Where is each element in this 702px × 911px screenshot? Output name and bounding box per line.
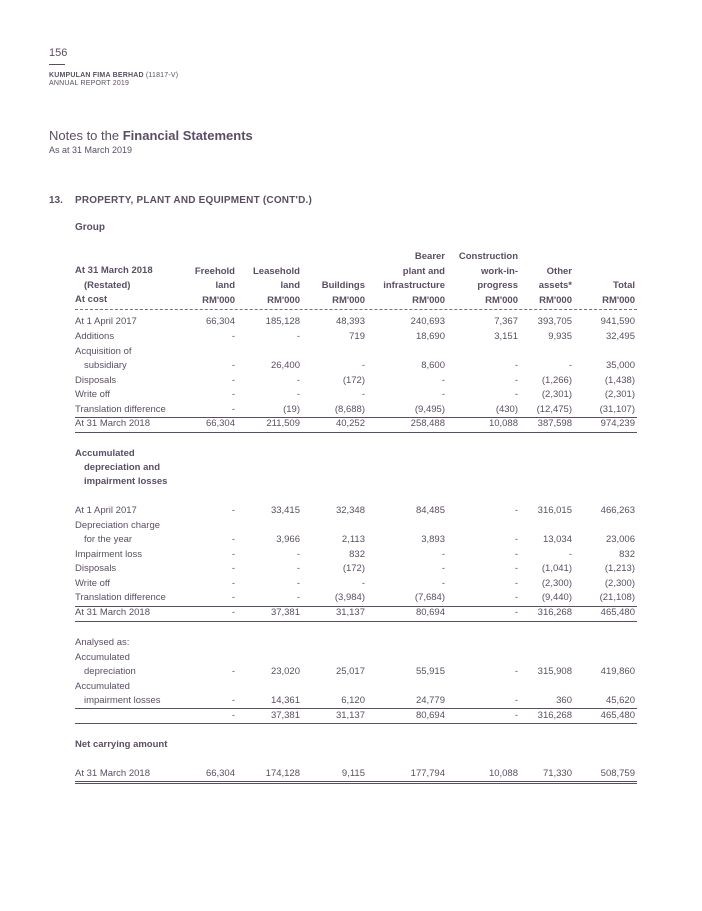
cell-value: 419,860 xyxy=(600,666,635,677)
table-row xyxy=(0,562,702,577)
report-name: ANNUAL REPORT 2019 xyxy=(49,80,130,87)
company-name xyxy=(49,72,178,79)
cell-value: 466,263 xyxy=(600,505,635,516)
cell-value: 393,705 xyxy=(537,316,572,327)
column-header-line: Other xyxy=(546,265,572,277)
column-header-line: land xyxy=(215,280,235,291)
cell-value: (1,438) xyxy=(604,375,635,386)
cell-value: - xyxy=(514,360,518,371)
page-number-rule xyxy=(49,64,65,65)
cell-value: - xyxy=(514,534,518,545)
cell-value: - xyxy=(231,549,235,560)
row-label: At 31 March 2018 xyxy=(75,768,150,779)
cell-value: 465,480 xyxy=(600,607,635,618)
column-header xyxy=(520,250,572,308)
cell-value: 177,794 xyxy=(410,768,445,779)
table-row xyxy=(0,461,702,476)
cell-value: 832 xyxy=(619,549,635,560)
table-row xyxy=(0,504,702,519)
cell-value: 941,590 xyxy=(600,316,635,327)
cell-value: - xyxy=(514,710,518,721)
cell-value: 3,966 xyxy=(276,534,300,545)
cell-value: - xyxy=(231,331,235,342)
cell-value: 316,268 xyxy=(537,710,572,721)
cell-value: - xyxy=(296,389,300,400)
row-label: Depreciation charge xyxy=(75,520,161,531)
group-heading: Group xyxy=(75,222,105,233)
row-label: Analysed as: xyxy=(75,637,130,648)
section-number: 13. xyxy=(49,195,63,206)
cell-value: 32,348 xyxy=(335,505,365,516)
column-header-line: RM'000 xyxy=(332,294,365,306)
cell-value: 66,304 xyxy=(205,768,235,779)
column-header-line xyxy=(305,250,365,265)
header-rule xyxy=(75,309,637,310)
column-header-line: RM'000 xyxy=(267,294,300,306)
cell-value: - xyxy=(231,592,235,603)
cell-value: - xyxy=(231,695,235,706)
cell-value: 3,893 xyxy=(421,534,445,545)
cell-value: - xyxy=(514,695,518,706)
table-row xyxy=(0,475,702,490)
row-label: for the year xyxy=(84,534,133,545)
table-row xyxy=(0,606,702,621)
column-header-line: RM'000 xyxy=(412,294,445,306)
cell-value: (172) xyxy=(342,375,365,386)
table-row xyxy=(0,636,702,651)
label-header-line: (Restated) xyxy=(84,279,131,291)
company-registration: (11817-V) xyxy=(145,72,179,79)
cell-value: 24,779 xyxy=(415,695,445,706)
cell-value: 45,620 xyxy=(605,695,635,706)
table-row xyxy=(0,694,702,709)
column-header-line: Total xyxy=(613,280,635,291)
column-header xyxy=(577,250,635,308)
cell-value: (172) xyxy=(342,563,365,574)
cell-value: - xyxy=(441,389,445,400)
cell-value: - xyxy=(231,375,235,386)
cell-value: 832 xyxy=(349,549,365,560)
notes-title-prefix: Notes to the xyxy=(49,128,120,143)
row-label: impairment losses xyxy=(84,695,161,706)
row-label: Impairment loss xyxy=(75,549,143,560)
column-header xyxy=(375,250,445,308)
row-label: Acquisition of xyxy=(75,346,132,357)
cell-value: 23,020 xyxy=(270,666,300,677)
cell-value: - xyxy=(514,549,518,560)
cell-value: - xyxy=(514,375,518,386)
cell-value: - xyxy=(441,375,445,386)
cell-value: 66,304 xyxy=(205,316,235,327)
table-row xyxy=(0,680,702,695)
cell-value: 9,935 xyxy=(548,331,572,342)
cell-value: 974,239 xyxy=(600,418,635,429)
cell-value: - xyxy=(514,563,518,574)
cell-value: 18,690 xyxy=(415,331,445,342)
table-row xyxy=(0,403,702,418)
cell-value: 33,415 xyxy=(270,505,300,516)
row-label: At 1 April 2017 xyxy=(75,505,137,516)
table-row xyxy=(0,519,702,534)
cell-value: 174,128 xyxy=(265,768,300,779)
column-header-line: Construction xyxy=(458,251,518,262)
cell-value: 316,015 xyxy=(537,505,572,516)
column-header-line: Bearer xyxy=(414,251,445,262)
cell-value: - xyxy=(514,505,518,516)
cell-value: 26,400 xyxy=(270,360,300,371)
cell-value: (31,107) xyxy=(599,404,635,415)
table-row xyxy=(0,447,702,462)
table-rule xyxy=(75,432,637,433)
cell-value: - xyxy=(514,389,518,400)
cell-value: - xyxy=(231,710,235,721)
column-header-line xyxy=(175,250,235,265)
cell-value: 3,151 xyxy=(494,331,518,342)
cell-value: 10,088 xyxy=(488,418,518,429)
table-row xyxy=(0,709,702,724)
table-rule xyxy=(75,417,637,418)
cell-value: 258,488 xyxy=(410,418,445,429)
column-header-line xyxy=(520,250,572,265)
table-row xyxy=(0,345,702,360)
table-rule xyxy=(75,723,637,724)
cell-value: - xyxy=(296,578,300,589)
cell-value: (8,688) xyxy=(334,404,365,415)
cell-value: 508,759 xyxy=(600,768,635,779)
cell-value: (430) xyxy=(495,404,518,415)
cell-value: 31,137 xyxy=(335,607,365,618)
cell-value: (2,300) xyxy=(541,578,572,589)
cell-value: 360 xyxy=(556,695,572,706)
column-header-line xyxy=(305,265,365,280)
column-header-line: Freehold xyxy=(194,265,235,277)
cell-value: - xyxy=(231,404,235,415)
cell-value: 13,034 xyxy=(542,534,572,545)
table-row xyxy=(0,591,702,606)
table-row xyxy=(0,330,702,345)
row-label: Write off xyxy=(75,578,111,589)
column-header xyxy=(450,250,518,308)
table-row xyxy=(0,388,702,403)
cell-value: 6,120 xyxy=(341,695,365,706)
table-row xyxy=(0,738,702,753)
cell-value: - xyxy=(296,549,300,560)
cell-value: (2,300) xyxy=(604,578,635,589)
table-row xyxy=(0,374,702,389)
column-header-line: infrastructure xyxy=(383,280,445,291)
cell-value: (21,108) xyxy=(599,592,635,603)
column-header-line: progress xyxy=(477,280,518,291)
cell-value: (3,984) xyxy=(334,592,365,603)
table-row xyxy=(0,359,702,374)
section-title: PROPERTY, PLANT AND EQUIPMENT (CONT'D.) xyxy=(75,195,313,206)
cell-value: - xyxy=(296,592,300,603)
column-header-line xyxy=(240,250,300,265)
column-header xyxy=(240,250,300,308)
cell-value: (9,495) xyxy=(414,404,445,415)
column-header-line: RM'000 xyxy=(602,294,635,306)
column-header xyxy=(305,250,365,308)
table-row xyxy=(0,417,702,432)
row-label: Translation difference xyxy=(75,592,166,603)
row-label: depreciation and xyxy=(84,462,161,473)
cell-value: 240,693 xyxy=(410,316,445,327)
cell-value: 40,252 xyxy=(335,418,365,429)
column-header-line xyxy=(577,265,635,280)
cell-value: - xyxy=(296,563,300,574)
column-header-line: work-in- xyxy=(481,265,518,277)
cell-value: (19) xyxy=(283,404,300,415)
cell-value: - xyxy=(231,607,235,618)
column-header-line: plant and xyxy=(402,265,445,277)
cell-value: - xyxy=(361,578,365,589)
cell-value: - xyxy=(296,331,300,342)
table-row xyxy=(0,315,702,330)
row-label: impairment losses xyxy=(84,476,168,487)
cell-value: - xyxy=(231,563,235,574)
cell-value: - xyxy=(231,666,235,677)
cell-value: - xyxy=(514,578,518,589)
row-label: Net carrying amount xyxy=(75,739,168,750)
cell-value: 9,115 xyxy=(341,768,365,779)
cell-value: 719 xyxy=(349,331,365,342)
company-name-text: KUMPULAN FIMA BERHAD xyxy=(49,72,144,79)
cell-value: 7,367 xyxy=(494,316,518,327)
cell-value: 37,381 xyxy=(270,607,300,618)
cell-value: - xyxy=(361,389,365,400)
cell-value: - xyxy=(296,375,300,386)
cell-value: - xyxy=(231,389,235,400)
cell-value: - xyxy=(514,592,518,603)
cell-value: (7,684) xyxy=(414,592,445,603)
cell-value: 32,495 xyxy=(605,331,635,342)
cell-value: - xyxy=(514,607,518,618)
row-label: Accumulated xyxy=(75,681,130,692)
row-label: Accumulated xyxy=(75,652,130,663)
table-row xyxy=(0,533,702,548)
cell-value: 185,128 xyxy=(265,316,300,327)
cell-value: - xyxy=(231,505,235,516)
cell-value: (9,440) xyxy=(541,592,572,603)
cell-value: 55,915 xyxy=(415,666,445,677)
row-label: Disposals xyxy=(75,375,117,386)
cell-value: - xyxy=(231,578,235,589)
cell-value: 14,361 xyxy=(270,695,300,706)
cell-value: - xyxy=(441,549,445,560)
table-row xyxy=(0,548,702,563)
table-rule xyxy=(75,621,637,622)
column-header-line: assets* xyxy=(538,280,572,291)
cell-value: (12,475) xyxy=(536,404,572,415)
row-label: Disposals xyxy=(75,563,117,574)
cell-value: (1,041) xyxy=(541,563,572,574)
column-header-line: RM'000 xyxy=(202,294,235,306)
row-label: Additions xyxy=(75,331,115,342)
table-rule xyxy=(75,781,637,784)
page-number: 156 xyxy=(49,47,68,59)
cell-value: 316,268 xyxy=(537,607,572,618)
row-label: Translation difference xyxy=(75,404,166,415)
cell-value: - xyxy=(441,563,445,574)
cell-value: 35,000 xyxy=(605,360,635,371)
cell-value: (2,301) xyxy=(541,389,572,400)
cell-value: 71,330 xyxy=(542,768,572,779)
label-header-line: At cost xyxy=(75,294,108,305)
cell-value: (1,213) xyxy=(604,563,635,574)
column-header xyxy=(175,250,235,308)
cell-value: - xyxy=(568,549,572,560)
cell-value: 23,006 xyxy=(605,534,635,545)
cell-value: - xyxy=(361,360,365,371)
cell-value: 84,485 xyxy=(415,505,445,516)
row-label: At 1 April 2017 xyxy=(75,316,137,327)
cell-value: 387,598 xyxy=(537,418,572,429)
label-header xyxy=(75,264,153,308)
cell-value: 48,393 xyxy=(335,316,365,327)
cell-value: - xyxy=(441,578,445,589)
cell-value: 31,137 xyxy=(335,710,365,721)
column-header-line: Leasehold xyxy=(253,265,300,277)
cell-value: 8,600 xyxy=(421,360,445,371)
cell-value: - xyxy=(231,534,235,545)
notes-title xyxy=(49,128,253,143)
row-label: At 31 March 2018 xyxy=(75,607,150,618)
row-label: subsidiary xyxy=(84,360,127,371)
cell-value: 315,908 xyxy=(537,666,572,677)
label-header-line: At 31 March 2018 xyxy=(75,265,153,276)
column-header-line: land xyxy=(280,280,300,291)
column-header-line: RM'000 xyxy=(485,294,518,306)
cell-value: - xyxy=(231,360,235,371)
cell-value: (1,266) xyxy=(541,375,572,386)
table-row xyxy=(0,665,702,680)
row-label: At 31 March 2018 xyxy=(75,418,150,429)
row-label: depreciation xyxy=(84,666,136,677)
cell-value: 80,694 xyxy=(415,607,445,618)
table-row xyxy=(0,577,702,592)
cell-value: - xyxy=(568,360,572,371)
cell-value: - xyxy=(514,666,518,677)
cell-value: (2,301) xyxy=(604,389,635,400)
table-rule xyxy=(75,708,637,709)
table-row xyxy=(0,651,702,666)
row-label: Accumulated xyxy=(75,448,135,459)
cell-value: 2,113 xyxy=(341,534,365,545)
cell-value: 10,088 xyxy=(488,768,518,779)
notes-title-bold: Financial Statements xyxy=(122,128,253,143)
row-label: Write off xyxy=(75,389,111,400)
cell-value: 25,017 xyxy=(335,666,365,677)
cell-value: 37,381 xyxy=(270,710,300,721)
notes-subtitle: As at 31 March 2019 xyxy=(49,145,133,155)
table-rule xyxy=(75,606,637,607)
column-header-line: RM'000 xyxy=(539,294,572,306)
cell-value: 211,509 xyxy=(266,418,300,429)
column-header-line: Buildings xyxy=(321,280,365,291)
column-header-line xyxy=(577,250,635,265)
cell-value: 465,480 xyxy=(600,710,635,721)
cell-value: 66,304 xyxy=(205,418,235,429)
table-row xyxy=(0,767,702,782)
cell-value: 80,694 xyxy=(415,710,445,721)
